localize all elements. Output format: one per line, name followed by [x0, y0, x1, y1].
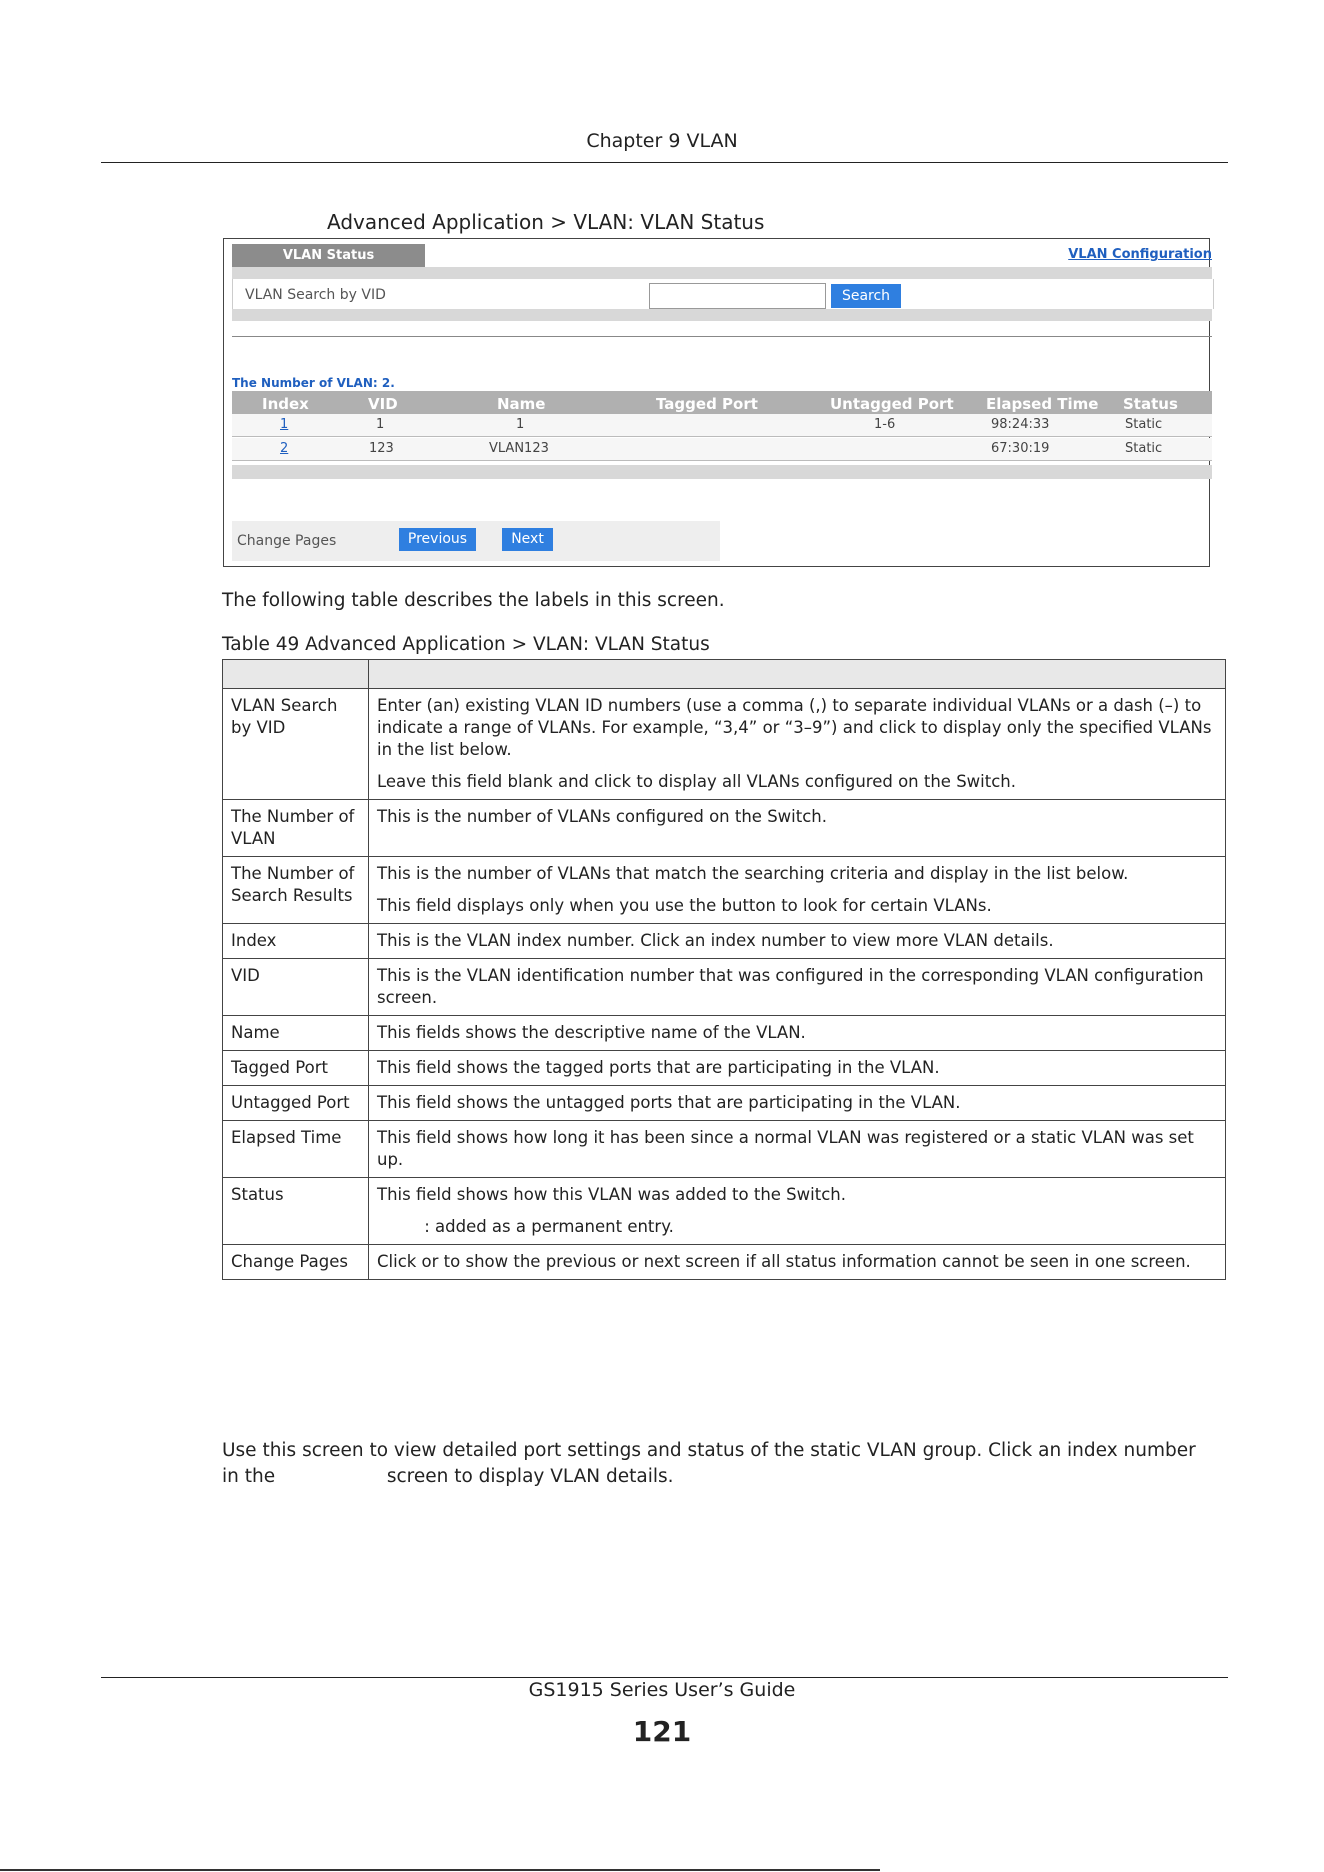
row-label: Index [223, 924, 369, 959]
description-text: Leave this field blank and click to display all VLANs configured on the Switch. [377, 772, 1017, 791]
table-header-row [223, 660, 1226, 689]
description-text: This fields shows the descriptive name of the VLAN. [377, 1023, 806, 1042]
row-label: Untagged Port [223, 1086, 369, 1121]
header-divider [101, 162, 1228, 163]
row-description [369, 800, 1226, 857]
table-row [223, 1086, 1226, 1121]
table-row [223, 1016, 1226, 1051]
description-text: This field shows how this VLAN was added to the Switch. [377, 1185, 846, 1204]
intro-text: The following table describes the labels in this screen. [222, 590, 725, 611]
col-vid: VID [368, 395, 398, 413]
table-caption: Table 49 Advanced Application > VLAN: VLAN Status [222, 634, 710, 655]
row-index-link[interactable]: 1 [280, 417, 289, 432]
description-text: This is the number of VLANs that match the searching criteria and display in the list below. [377, 864, 1129, 883]
row-label: VLAN Search by VID [223, 689, 369, 800]
label-description-table [222, 659, 1226, 1280]
row-description [369, 1121, 1226, 1178]
footer-divider [101, 1677, 1228, 1678]
description-text: This field shows the tagged ports that are participating in the VLAN. [377, 1058, 940, 1077]
tab-vlan-status[interactable]: VLAN Status [232, 244, 425, 267]
table-row [223, 1178, 1226, 1245]
description-text: Click or to show the previous or next screen if all status information cannot be seen in one screen. [377, 1252, 1191, 1271]
row-description [369, 1245, 1226, 1280]
description-text: : added as a permanent entry. [377, 1217, 674, 1236]
vlan-configuration-link[interactable]: VLAN Configuration [1068, 247, 1212, 262]
row-label: The Number of VLAN [223, 800, 369, 857]
row-description [369, 959, 1226, 1016]
row-description [369, 1086, 1226, 1121]
table-row [223, 924, 1226, 959]
col-name: Name [497, 395, 546, 413]
row-untagged: 1-6 [874, 417, 896, 432]
description-text: This is the VLAN index number. Click an index number to view more VLAN details. [377, 931, 1054, 950]
search-label: VLAN Search by VID [245, 287, 386, 303]
table-row [223, 1121, 1226, 1178]
header-cell [223, 660, 369, 689]
closing-text-line2: in the screen to display VLAN details. [222, 1466, 674, 1487]
row-description [369, 1178, 1226, 1245]
row-description [369, 689, 1226, 800]
row-vid: 1 [376, 417, 385, 432]
table-row [223, 959, 1226, 1016]
row-elapsed: 67:30:19 [991, 441, 1050, 456]
description-text: This field shows the untagged ports that are participating in the VLAN. [377, 1093, 961, 1112]
row-label: The Number of Search Results [223, 857, 369, 924]
description-text: This field shows how long it has been since a normal VLAN was registered or a static VLAN was set up. [377, 1128, 1194, 1169]
search-band-top [232, 267, 1212, 279]
col-elapsed-time: Elapsed Time [986, 395, 1099, 413]
table-row [223, 1245, 1226, 1280]
table-row [223, 857, 1226, 924]
row-elapsed: 98:24:33 [991, 417, 1050, 432]
row-description [369, 1051, 1226, 1086]
row-name: VLAN123 [489, 441, 549, 456]
col-tagged-port: Tagged Port [656, 395, 758, 413]
previous-button[interactable]: Previous [399, 528, 476, 551]
vlan-count-label: The Number of VLAN: 2. [232, 376, 395, 390]
col-status: Status [1123, 395, 1178, 413]
description-text: This is the VLAN identification number that was configured in the corresponding VLAN configuration screen. [377, 966, 1204, 1007]
page-number: 121 [632, 1715, 692, 1748]
guide-title: GS1915 Series User’s Guide [528, 1679, 796, 1701]
col-index: Index [262, 395, 309, 413]
closing-text-line1: Use this screen to view detailed port settings and status of the static VLAN group. Click an index number [222, 1440, 1196, 1461]
row-label: VID [223, 959, 369, 1016]
row-label: Change Pages [223, 1245, 369, 1280]
row-label: Tagged Port [223, 1051, 369, 1086]
table-row [223, 800, 1226, 857]
row-index-link[interactable]: 2 [280, 441, 289, 456]
header-cell [369, 660, 1226, 689]
table-row [223, 689, 1226, 800]
page-edge [0, 1869, 880, 1871]
search-button[interactable]: Search [831, 284, 901, 308]
description-text: This field displays only when you use the button to look for certain VLANs. [377, 896, 992, 915]
row-label: Elapsed Time [223, 1121, 369, 1178]
vid-search-input[interactable] [649, 283, 826, 309]
row-status: Static [1125, 417, 1163, 432]
row-status: Static [1125, 441, 1163, 456]
row-name: 1 [516, 417, 525, 432]
figure-caption: Advanced Application > VLAN: VLAN Status [327, 210, 765, 234]
table-footer-band [232, 465, 1212, 479]
row-description [369, 857, 1226, 924]
chapter-header: Chapter 9 VLAN [586, 130, 738, 152]
col-untagged-port: Untagged Port [830, 395, 954, 413]
row-vid: 123 [369, 441, 394, 456]
description-text: Enter (an) existing VLAN ID numbers (use a comma (,) to separate individual VLANs or a dash (–) to indicate a range of VLANs. For example, “3,4” or “3–9”) and click to display only the specified VLANs in the list below. [377, 696, 1212, 759]
row-description [369, 924, 1226, 959]
row-label: Status [223, 1178, 369, 1245]
search-band-bottom [232, 309, 1212, 321]
section-divider [232, 336, 1212, 337]
next-button[interactable]: Next [502, 528, 553, 551]
change-pages-label: Change Pages [237, 533, 337, 549]
row-label: Name [223, 1016, 369, 1051]
description-text: This is the number of VLANs configured on the Switch. [377, 807, 827, 826]
row-description [369, 1016, 1226, 1051]
table-row [223, 1051, 1226, 1086]
